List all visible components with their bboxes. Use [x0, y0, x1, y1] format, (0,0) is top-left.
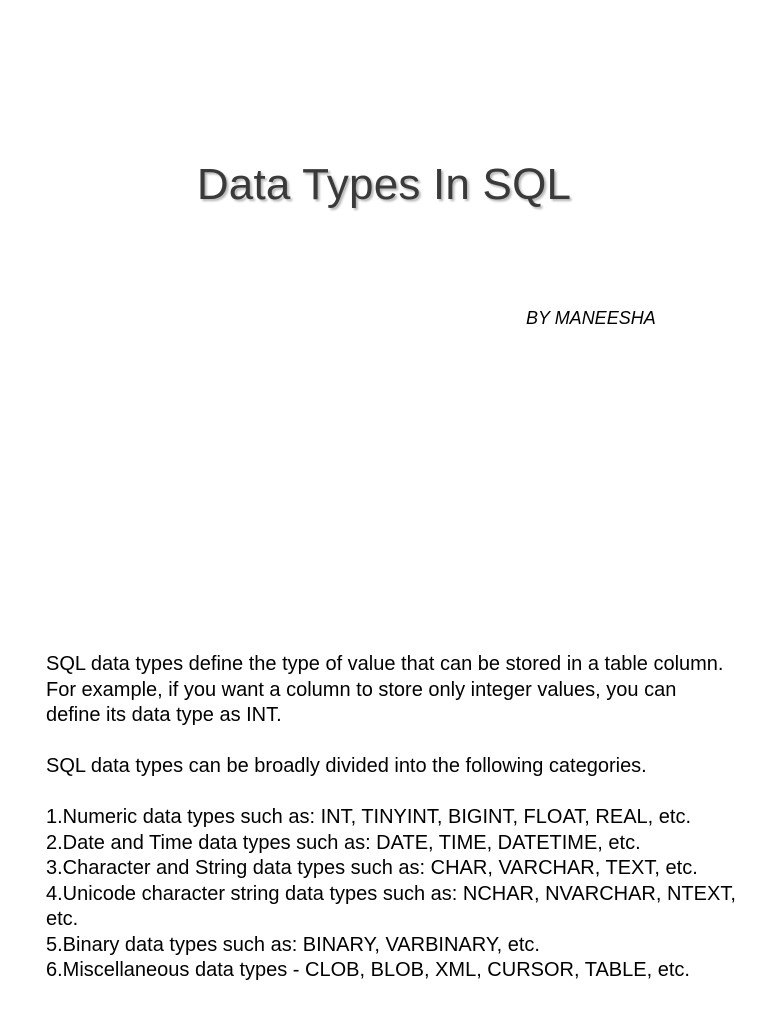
list-item: 4.Unicode character string data types such as: NCHAR, NVARCHAR, NTEXT, etc.	[46, 882, 736, 930]
categories-list	[46, 805, 736, 984]
list-item: 1.Numeric data types such as: INT, TINYINT, BIGINT, FLOAT, REAL, etc.	[46, 806, 692, 828]
document-body	[46, 652, 736, 984]
list-item: 6.Miscellaneous data types - CLOB, BLOB, XML, CURSOR, TABLE, etc.	[46, 959, 690, 981]
author-byline: BY MANEESHA	[526, 308, 656, 328]
page-title: Data Types In SQL	[196, 160, 572, 209]
list-item: 2.Date and Time data types such as: DATE, TIME, DATETIME, etc.	[46, 831, 641, 854]
paragraph-spacer	[46, 780, 736, 806]
paragraph-spacer	[46, 729, 736, 755]
list-item: 5.Binary data types such as: BINARY, VARBINARY, etc.	[46, 933, 540, 956]
intro-paragraph: SQL data types define the type of value that can be stored in a table column. For example, if you want a column to store only integer values, you can define its data type as INT.	[46, 653, 724, 726]
list-item: 3.Character and String data types such as: CHAR, VARCHAR, TEXT, etc.	[46, 857, 698, 879]
categories-intro-paragraph: SQL data types can be broadly divided into the following categories.	[46, 755, 647, 777]
